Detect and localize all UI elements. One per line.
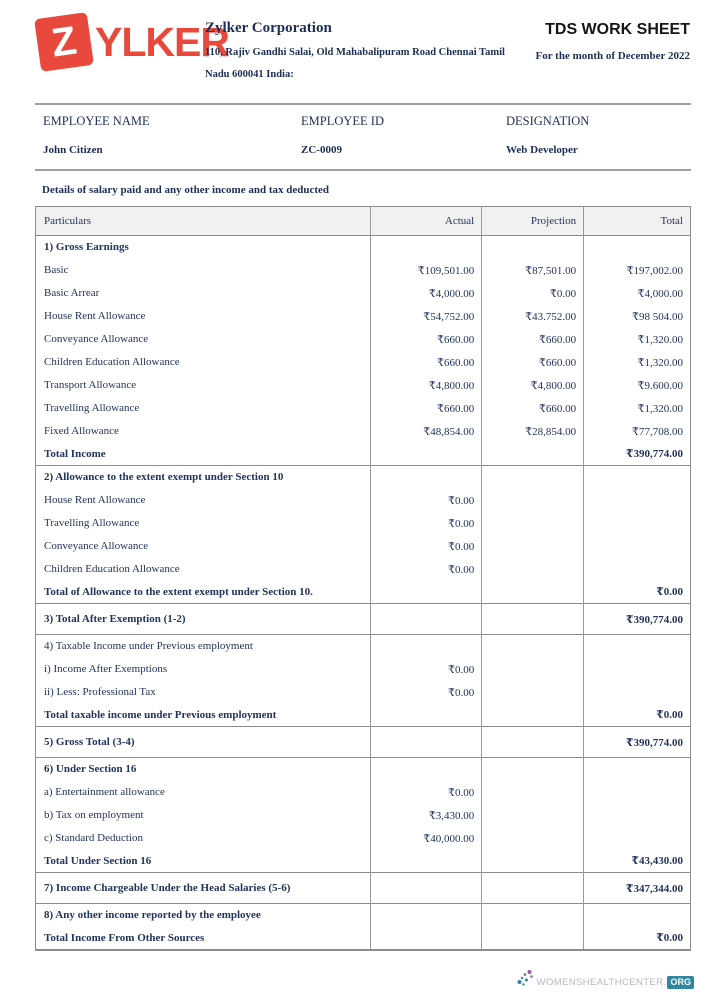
cell-actual (371, 727, 482, 758)
cell-projection (482, 604, 584, 635)
cell-actual: ₹109,501.00 (371, 259, 482, 282)
table-row (36, 259, 691, 282)
cell-particulars: Conveyance Allowance (44, 540, 149, 552)
document-meta (536, 21, 690, 62)
cell-total (584, 781, 691, 804)
cell-projection (482, 443, 584, 466)
worksheet-body (36, 236, 691, 950)
cell-projection (482, 850, 584, 873)
cell-particulars: 5) Gross Total (3-4) (36, 727, 371, 758)
cell-projection: ₹4,800.00 (482, 374, 584, 397)
watermark-dots-icon (517, 969, 535, 989)
cell-actual: ₹3,430.00 (371, 804, 482, 827)
cell-total (584, 658, 691, 681)
cell-particulars: 1) Gross Earnings (36, 236, 371, 259)
cell-projection (482, 904, 584, 927)
cell-particulars: Travelling Allowance (44, 402, 140, 414)
table-row (36, 758, 691, 781)
cell-particulars: 7) Income Chargeable Under the Head Salaries (5-6) (36, 873, 371, 904)
cell-particulars: Total Under Section 16 (44, 854, 152, 867)
cell-projection (482, 512, 584, 535)
company-block (205, 20, 527, 86)
cell-particulars: Basic Arrear (44, 287, 100, 299)
cell-actual: ₹0.00 (371, 512, 482, 535)
table-row (36, 328, 691, 351)
salary-worksheet-table (35, 206, 691, 951)
cell-actual: ₹0.00 (371, 658, 482, 681)
table-row (36, 305, 691, 328)
cell-projection: ₹660.00 (482, 351, 584, 374)
employee-name-column (43, 105, 301, 169)
table-row (36, 927, 691, 950)
cell-total: ₹77,708.00 (584, 420, 691, 443)
cell-actual: ₹54,752.00 (371, 305, 482, 328)
cell-particulars: 4) Taxable Income under Previous employment (36, 635, 371, 658)
cell-particulars: c) Standard Deduction (44, 832, 143, 844)
cell-total (584, 758, 691, 781)
table-row (36, 635, 691, 658)
cell-actual (371, 704, 482, 727)
cell-total: ₹0.00 (584, 927, 691, 950)
cell-projection: ₹28,854.00 (482, 420, 584, 443)
cell-actual (371, 873, 482, 904)
table-row (36, 489, 691, 512)
cell-total (584, 512, 691, 535)
cell-particulars: b) Tax on employment (44, 809, 144, 821)
cell-actual (371, 927, 482, 950)
watermark-text (537, 976, 667, 989)
cell-particulars: Transport Allowance (44, 379, 137, 391)
employee-id-label: EMPLOYEE ID (301, 114, 384, 128)
cell-actual: ₹660.00 (371, 397, 482, 420)
table-header-row (36, 207, 691, 236)
table-row (36, 904, 691, 927)
table-row (36, 466, 691, 489)
cell-total: ₹0.00 (584, 581, 691, 604)
cell-projection: ₹660.00 (482, 397, 584, 420)
cell-particulars: Total Income (44, 447, 106, 460)
cell-total: ₹390,774.00 (584, 443, 691, 466)
cell-particulars: ii) Less: Professional Tax (44, 686, 156, 698)
table-row (36, 351, 691, 374)
cell-total (584, 236, 691, 259)
cell-actual (371, 604, 482, 635)
cell-particulars: Basic (44, 264, 69, 276)
cell-projection (482, 758, 584, 781)
cell-projection (482, 489, 584, 512)
header-projection: Projection (482, 207, 584, 236)
cell-total (584, 558, 691, 581)
logo-letter: Z (48, 18, 80, 66)
cell-projection (482, 704, 584, 727)
table-row (36, 397, 691, 420)
document-period: For the month of December 2022 (535, 50, 690, 62)
table-row (36, 704, 691, 727)
company-address: 110, Rajiv Gandhi Salai, Old Mahabalipuram Road Chennai Tamil Nadu 600041 India: (205, 47, 505, 80)
cell-particulars: 2) Allowance to the extent exempt under Section 10 (36, 466, 371, 489)
cell-projection (482, 873, 584, 904)
zylker-logo (38, 16, 229, 68)
cell-actual (371, 850, 482, 873)
divider-employee (35, 169, 691, 171)
table-header (36, 207, 691, 236)
cell-projection (482, 781, 584, 804)
cell-actual: ₹0.00 (371, 535, 482, 558)
cell-particulars: Travelling Allowance (44, 517, 140, 529)
cell-total: ₹390,774.00 (584, 604, 691, 635)
header-actual: Actual (371, 207, 482, 236)
cell-particulars: 6) Under Section 16 (36, 758, 371, 781)
cell-actual: ₹48,854.00 (371, 420, 482, 443)
cell-particulars: 8) Any other income reported by the employee (36, 904, 371, 927)
employee-id-value: ZC-0009 (301, 144, 342, 156)
cell-total (584, 535, 691, 558)
table-row (36, 827, 691, 850)
header-particulars: Particulars (36, 207, 371, 236)
cell-projection (482, 635, 584, 658)
table-row (36, 443, 691, 466)
designation-value: Web Developer (506, 144, 578, 156)
employee-id-column (301, 105, 506, 169)
cell-projection (482, 827, 584, 850)
header-total: Total (584, 207, 691, 236)
cell-actual (371, 904, 482, 927)
cell-particulars: 3) Total After Exemption (1-2) (36, 604, 371, 635)
table-row (36, 374, 691, 397)
cell-actual: ₹0.00 (371, 681, 482, 704)
cell-particulars: House Rent Allowance (44, 310, 146, 322)
cell-particulars: Total of Allowance to the extent exempt under Section 10. (44, 585, 313, 598)
cell-actual (371, 236, 482, 259)
table-row (36, 804, 691, 827)
cell-projection (482, 927, 584, 950)
table-row (36, 558, 691, 581)
table-row (36, 781, 691, 804)
cell-projection (482, 236, 584, 259)
cell-actual: ₹4,800.00 (371, 374, 482, 397)
cell-total: ₹347,344.00 (584, 873, 691, 904)
company-name: Zylker Corporation (205, 20, 332, 36)
cell-projection (482, 681, 584, 704)
cell-total: ₹0.00 (584, 704, 691, 727)
cell-total: ₹197,002.00 (584, 259, 691, 282)
cell-total: ₹1,320.00 (584, 397, 691, 420)
cell-total (584, 635, 691, 658)
logo-wordmark: YLKER (95, 18, 229, 65)
cell-projection (482, 804, 584, 827)
cell-actual: ₹0.00 (371, 489, 482, 512)
cell-particulars: a) Entertainment allowance (44, 786, 165, 798)
cell-projection (482, 535, 584, 558)
table-row (36, 681, 691, 704)
cell-total: ₹1,320.00 (584, 328, 691, 351)
employee-name-label: EMPLOYEE NAME (43, 114, 150, 128)
designation-label: DESIGNATION (506, 114, 590, 128)
cell-total: ₹390,774.00 (584, 727, 691, 758)
cell-actual: ₹660.00 (371, 351, 482, 374)
cell-projection (482, 581, 584, 604)
cell-projection: ₹660.00 (482, 328, 584, 351)
watermark-org-badge: ORG (667, 976, 694, 989)
cell-actual (371, 466, 482, 489)
watermark (517, 969, 694, 989)
cell-projection (482, 558, 584, 581)
cell-projection: ₹87,501.00 (482, 259, 584, 282)
cell-actual (371, 635, 482, 658)
cell-total: ₹9.600.00 (584, 374, 691, 397)
cell-total: ₹4,000.00 (584, 282, 691, 305)
cell-total (584, 681, 691, 704)
details-heading: Details of salary paid and any other income and tax deducted (42, 184, 330, 196)
cell-projection (482, 658, 584, 681)
table-row (36, 873, 691, 904)
cell-particulars: Children Education Allowance (44, 356, 180, 368)
cell-total (584, 489, 691, 512)
table-row (36, 535, 691, 558)
cell-total: ₹98 504.00 (584, 305, 691, 328)
cell-particulars: Total Income From Other Sources (44, 931, 205, 944)
employee-designation-column (506, 105, 691, 169)
cell-actual: ₹0.00 (371, 558, 482, 581)
zylker-logo-icon (35, 13, 94, 72)
cell-projection (482, 727, 584, 758)
table-row (36, 581, 691, 604)
cell-actual: ₹0.00 (371, 781, 482, 804)
cell-particulars: Total taxable income under Previous employment (44, 708, 277, 721)
table-row (36, 236, 691, 259)
cell-projection (482, 466, 584, 489)
table-row (36, 727, 691, 758)
table-row (36, 282, 691, 305)
watermark-site-name: WOMENSHEALTHCENTER (536, 977, 664, 988)
cell-particulars: Children Education Allowance (44, 563, 180, 575)
cell-total (584, 466, 691, 489)
cell-particulars: Conveyance Allowance (44, 333, 149, 345)
cell-total (584, 904, 691, 927)
employee-section (35, 105, 691, 169)
cell-total: ₹1,320.00 (584, 351, 691, 374)
document-title: TDS WORK SHEET (545, 21, 690, 38)
table-row (36, 512, 691, 535)
cell-particulars: Fixed Allowance (44, 425, 119, 437)
table-row (36, 604, 691, 635)
cell-actual (371, 443, 482, 466)
cell-projection: ₹43.752.00 (482, 305, 584, 328)
table-row (36, 420, 691, 443)
page-header (0, 0, 720, 103)
table-row (36, 658, 691, 681)
table-row (36, 850, 691, 873)
cell-total (584, 827, 691, 850)
employee-name-value: John Citizen (43, 144, 103, 156)
cell-actual (371, 758, 482, 781)
cell-total (584, 804, 691, 827)
cell-actual: ₹40,000.00 (371, 827, 482, 850)
cell-total: ₹43,430.00 (584, 850, 691, 873)
cell-particulars: House Rent Allowance (44, 494, 146, 506)
watermark-dot: . (663, 977, 667, 988)
cell-projection: ₹0.00 (482, 282, 584, 305)
cell-particulars: i) Income After Exemptions (44, 663, 168, 675)
cell-actual: ₹660.00 (371, 328, 482, 351)
cell-actual: ₹4,000.00 (371, 282, 482, 305)
cell-actual (371, 581, 482, 604)
